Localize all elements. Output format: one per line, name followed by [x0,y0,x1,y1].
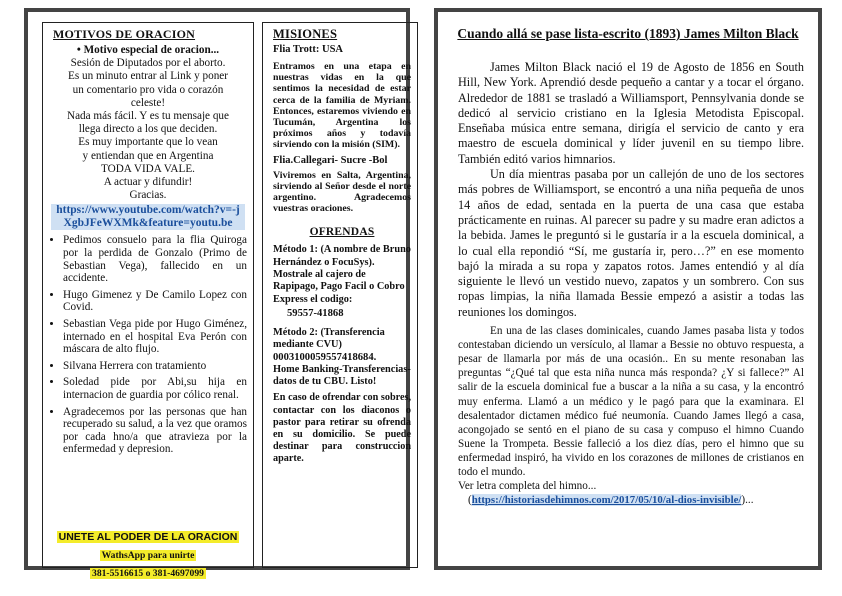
metodo-2-instructions: Home Banking-Transferencias- datos de tu CBU. Listo! [273,363,411,388]
prayer-request-item: • Hugo Gimenez y De Camilo Lopez con Covid. [63,289,247,314]
metodo-1: Método 1: (A nombre de Bruno Hernández o FocuSys). Mostrale al cajero de Rapipago, Pago Facil o Cobro Express el codigo: [273,244,411,305]
left-page [24,8,411,579]
hymn-title: Cuando allá se pase lista-escrito (1893) James Milton Black [457,26,799,41]
link-close-paren: )... [741,494,754,507]
link-open-paren: ( [468,494,472,507]
metodo-2: Método 2: (Transferencia mediante CVU) [273,326,385,351]
unite-section [49,527,247,581]
prayer-request-item: • Sebastian Vega pide por Hugo Giménez, internado en el hospital Eva Perón con máscara de alto flujo. [63,318,247,356]
metodo-1-code: 59557-41868 [287,307,344,319]
intro-line: Es muy importante que lo vean [78,136,218,149]
ofrenda-note: En caso de ofrendar con sobres, contactar con los diaconos o pastor para retirar su ofrenda en su domicilio. Se puede destinar para construccion aparte. [273,392,411,465]
trott-heading: Flia Trott: USA [273,44,343,55]
cvu-number: 0003100059557418684. [273,351,377,363]
intro-line: y entiendan que en Argentina [82,149,214,162]
intro-line: Gracias. [129,189,167,202]
intro-line: Sesión de Diputados por el aborto. [70,57,226,70]
intro-line: A actuar y difundir! [103,176,193,189]
unite-heading: UNETE AL PODER DE LA ORACION [58,531,238,543]
hymn-paragraph: En una de las clases dominicales, cuando James pasaba lista y todos contestaban diciendo un versículo, al llamar a Bessie no obtuvo respuesta, a pesar de llamarla por más de una ocasión.. En su mente resonaban las preguntas “¿Qué tal que esta niña nunca más responda? ¿Y si fallece?” Al salir de la escuela dominical fue a buscar a la niña a su casa, y la encontró muy enferma. Llamó a un médico y le pagó para que la examinara. El desalentador dictamen médico fué neumonía. Cuando James llegó a casa, acongojado se sentó en el piano de su casa y compuso el himno Cuando Suene la Trompeta. Bessie falleció a los diez días, pero el himno que su enfermedad inspiró, ha vivido en los corazones de millones de cristianos en todo el mundo. [458,325,804,478]
whatsapp-label: WathsApp para unirte [101,550,195,561]
prayer-request-item: • Soledad pide por Abi,su hija en internacion de guardia por cólico renal. [63,376,247,401]
motivos-title: MOTIVOS DE ORACION [53,27,196,41]
right-page [434,8,822,570]
intro-line: Es un minuto entrar al Link y poner [67,70,228,83]
prayer-request-list [43,234,253,456]
hymn-story [458,60,804,507]
intro-line: un comentario pro vida o corazón [72,83,224,96]
callegari-text: Viviremos en Salta, Argentina, sirviendo al Señor desde el norte argentino. Agradecemos vuestras oraciones. [273,169,411,215]
hymn-link[interactable]: https://historiasdehimnos.com/2017/05/10/al-dios-invisible/ [471,494,742,507]
intro-line: llega directo a los que deciden. [78,123,218,136]
special-prayer-bullet: • Motivo especial de oracion... [76,44,220,56]
motivos-intro [43,44,253,202]
hymn-paragraph: James Milton Black nació el 19 de Agosto de 1856 en South Hill, New York. Aprendió desde pequeño a cantar y a tocar el órgano. Alrededor de 1881 se trasladó a Williamsport, Pennsylvania donde se dedicó al servicio cristiano en la Iglesia Metodista Episcopal. Enseñaba música entre semana, dirigía el servicio de canto y era maestro de escuela dominical y líder juvenil en su tiempo libre. También editó varios himnarios. [458,60,804,166]
ofrendas-title: OFRENDAS [309,226,375,239]
hymn-paragraph: Un día mientras pasaba por un callejón de uno de los sectores más pobres de Williamsport, se encontró a una niña pequeña de unos 14 años de edad, sentada en la puerta de una casa que estaba prácticamente en ruinas. Al parecer su padre y su madre eran adictos a la bebida. James le preguntó si le gustaría ir a la escuela dominical, a lo cual ella repondió “Sí, me gustaría ir, pero…?” en ese momento bajó la mirada a su ropa y zapatos rotos. James entendió y al día siguiente le llevó un vestido nuevo, zapatos y un sombrero. Con sus ropas limpias, la niña llamada Bessie empezó a asistir a todas las reuniones los domingos. [458,167,804,319]
youtube-link[interactable]: https://www.youtube.com/watch?v=-jXgbJFeWXMk&feature=youtu.be [51,204,245,230]
prayer-request-item: • Silvana Herrera con tratamiento [63,360,247,373]
prayer-request-item: • Agradecemos por las personas que han recuperado su salud, a la vez que oramos por cada hno/a que atravieza por la enfermedad y depresion. [63,406,247,456]
callegari-heading: Flia.Callegari- Sucre -Bol [273,154,388,166]
misiones-box [262,22,418,568]
motivos-de-oracion-box [42,22,254,579]
intro-line: celeste! [130,96,166,109]
trott-text: Entramos en una etapa en nuestras vidas en la que sentimos la necesidad de estar cerca de la familia de Myriam. Entonces, estaremos viviendo en Tucumán, Argentina los próximos años y todavía sirviendo con la misión (SIM). [273,61,411,151]
misiones-title: MISIONES [273,27,338,41]
hymn-link-line [458,493,804,507]
intro-line: Nada más fácil. Y es tu mensaje que [67,110,229,123]
ver-letra-text: Ver letra completa del himno... [458,480,597,493]
contact-phones: 381-5516615 o 381-4697099 [92,568,204,579]
prayer-request-item: • Pedimos consuelo para la flia Quiroga por la perdida de Gonzalo (Primo de Sebastian Vega), fallecido en un accidente. [63,234,247,284]
intro-line: TODA VIDA VALE. [101,162,195,175]
